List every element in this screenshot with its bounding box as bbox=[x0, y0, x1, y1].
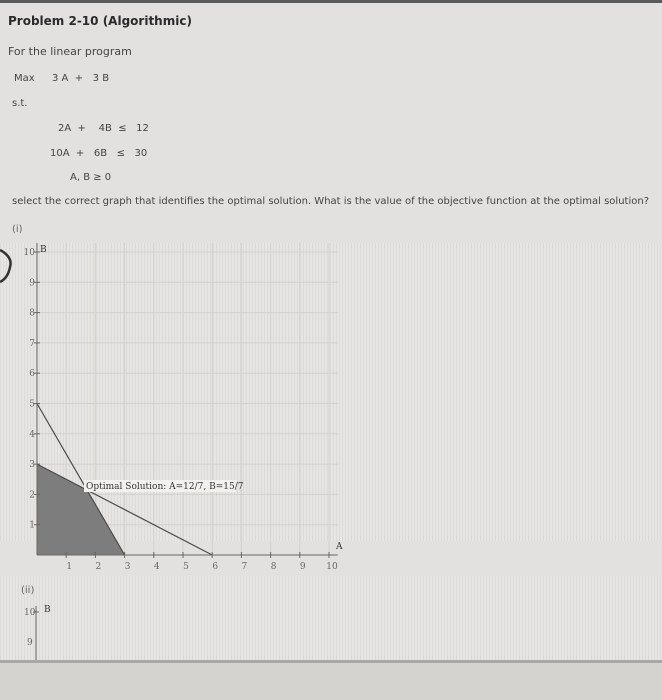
y-tick-label: 9 bbox=[29, 278, 35, 289]
graph-ii-y-tick-9: 9 bbox=[27, 638, 33, 648]
graph-i-y-axis-label: B bbox=[40, 245, 47, 255]
y-tick-label: 5 bbox=[29, 399, 35, 410]
graph-i-x-axis-label: A bbox=[336, 542, 343, 552]
x-tick-label: 5 bbox=[183, 562, 189, 572]
x-tick-label: 10 bbox=[326, 562, 338, 572]
x-tick-label: 4 bbox=[153, 562, 160, 572]
x-tick-label: 1 bbox=[66, 562, 73, 572]
page-title: Problem 2-10 (Algorithmic) bbox=[8, 14, 192, 28]
constraint-2: 10A + 6B ≤ 30 bbox=[50, 148, 148, 159]
x-tick-label: 3 bbox=[124, 562, 131, 572]
graph-ii-y-axis-label: B bbox=[44, 605, 51, 615]
nonnegativity-constraint: A, B ≥ 0 bbox=[70, 172, 112, 183]
y-tick-label: 3 bbox=[29, 460, 35, 471]
x-tick-label: 6 bbox=[212, 562, 219, 572]
intro-text: For the linear program bbox=[8, 45, 132, 58]
y-tick-label: 4 bbox=[29, 429, 35, 440]
objective-label: Max bbox=[14, 73, 35, 84]
option-ii-label[interactable]: (ii) bbox=[21, 585, 35, 596]
y-tick-label: 7 bbox=[29, 338, 35, 349]
bottom-panel bbox=[0, 663, 662, 700]
x-tick-label: 8 bbox=[270, 562, 277, 572]
y-tick-label: 2 bbox=[29, 490, 35, 501]
question-text: select the correct graph that identifies the optimal solution. What is the value of the objective function at the optimal solution? bbox=[12, 196, 650, 207]
y-tick-label: 8 bbox=[29, 308, 35, 319]
y-tick-label: 6 bbox=[29, 369, 35, 380]
x-tick-label: 2 bbox=[95, 562, 102, 572]
option-i-label[interactable]: (i) bbox=[12, 224, 23, 235]
graph-ii-background bbox=[0, 576, 662, 660]
constraint-1: 2A + 4B ≤ 12 bbox=[58, 123, 149, 134]
optimal-solution-label: Optimal Solution: A=12/7, B=15/7 bbox=[86, 482, 244, 492]
y-tick-label: 1 bbox=[29, 520, 35, 531]
objective-expression: 3 A + 3 B bbox=[52, 73, 110, 84]
y-tick-label: 10 bbox=[23, 248, 35, 258]
graph-ii-y-tick-10: 10 bbox=[24, 608, 36, 618]
x-tick-label: 7 bbox=[241, 562, 248, 572]
x-tick-label: 9 bbox=[299, 562, 306, 572]
st-label: s.t. bbox=[12, 98, 28, 109]
